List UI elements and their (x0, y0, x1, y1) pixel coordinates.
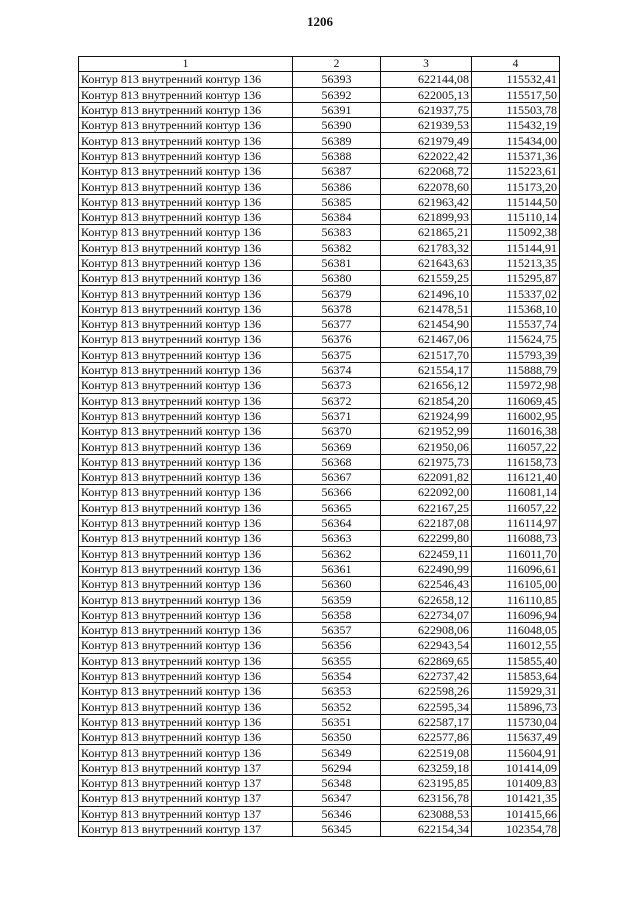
y-coordinate-cell: 115110,14 (472, 209, 560, 224)
x-coordinate-cell: 621467,06 (381, 332, 472, 347)
y-coordinate-cell: 102354,78 (472, 821, 560, 836)
contour-name-cell: Контур 813 внутренний контур 136 (79, 638, 293, 653)
column-header: 4 (472, 57, 560, 72)
table-row (79, 760, 560, 775)
y-coordinate-cell: 116096,61 (472, 561, 560, 576)
table-row (79, 424, 560, 439)
contour-name-cell: Контур 813 внутренний контур 136 (79, 301, 293, 316)
point-number-cell: 56373 (293, 378, 381, 393)
y-coordinate-cell: 116105,00 (472, 577, 560, 592)
y-coordinate-cell: 115434,00 (472, 133, 560, 148)
x-coordinate-cell: 622167,25 (381, 500, 472, 515)
contour-name-cell: Контур 813 внутренний контур 136 (79, 179, 293, 194)
point-number-cell: 56352 (293, 699, 381, 714)
x-coordinate-cell: 621924,99 (381, 408, 472, 423)
contour-name-cell: Контур 813 внутренний контур 136 (79, 102, 293, 117)
table-row (79, 118, 560, 133)
point-number-cell: 56347 (293, 791, 381, 806)
y-coordinate-cell: 115929,31 (472, 684, 560, 699)
point-number-cell: 56376 (293, 332, 381, 347)
table-row (79, 255, 560, 270)
x-coordinate-cell: 621854,20 (381, 393, 472, 408)
point-number-cell: 56362 (293, 546, 381, 561)
contour-name-cell: Контур 813 внутренний контур 136 (79, 408, 293, 423)
y-coordinate-cell: 116110,85 (472, 592, 560, 607)
y-coordinate-cell: 115730,04 (472, 714, 560, 729)
x-coordinate-cell: 623156,78 (381, 791, 472, 806)
point-number-cell: 56387 (293, 164, 381, 179)
point-number-cell: 56375 (293, 347, 381, 362)
x-coordinate-cell: 622869,65 (381, 653, 472, 668)
table-row (79, 730, 560, 745)
x-coordinate-cell: 621963,42 (381, 194, 472, 209)
table-row (79, 561, 560, 576)
point-number-cell: 56386 (293, 179, 381, 194)
y-coordinate-cell: 115295,87 (472, 271, 560, 286)
table-row (79, 454, 560, 469)
point-number-cell: 56393 (293, 72, 381, 87)
point-number-cell: 56345 (293, 821, 381, 836)
table-row (79, 745, 560, 760)
y-coordinate-cell: 115604,91 (472, 745, 560, 760)
point-number-cell: 56294 (293, 760, 381, 775)
table-row (79, 470, 560, 485)
table-row (79, 638, 560, 653)
y-coordinate-cell: 115144,91 (472, 240, 560, 255)
contour-name-cell: Контур 813 внутренний контур 136 (79, 714, 293, 729)
contour-name-cell: Контур 813 внутренний контур 136 (79, 225, 293, 240)
point-number-cell: 56377 (293, 317, 381, 332)
contour-name-cell: Контур 813 внутренний контур 136 (79, 393, 293, 408)
x-coordinate-cell: 621554,17 (381, 362, 472, 377)
x-coordinate-cell: 622598,26 (381, 684, 472, 699)
contour-name-cell: Контур 813 внутренний контур 136 (79, 454, 293, 469)
table-row (79, 485, 560, 500)
point-number-cell: 56388 (293, 148, 381, 163)
x-coordinate-cell: 622587,17 (381, 714, 472, 729)
point-number-cell: 56348 (293, 775, 381, 790)
table-header-row (79, 57, 560, 72)
contour-name-cell: Контур 813 внутренний контур 136 (79, 347, 293, 362)
contour-name-cell: Контур 813 внутренний контур 136 (79, 332, 293, 347)
x-coordinate-cell: 621643,63 (381, 255, 472, 270)
contour-name-cell: Контур 813 внутренний контур 136 (79, 255, 293, 270)
contour-name-cell: Контур 813 внутренний контур 136 (79, 500, 293, 515)
contour-name-cell: Контур 813 внутренний контур 137 (79, 775, 293, 790)
y-coordinate-cell: 115532,41 (472, 72, 560, 87)
x-coordinate-cell: 622546,43 (381, 577, 472, 592)
y-coordinate-cell: 115213,35 (472, 255, 560, 270)
contour-name-cell: Контур 813 внутренний контур 136 (79, 72, 293, 87)
point-number-cell: 56389 (293, 133, 381, 148)
y-coordinate-cell: 115972,98 (472, 378, 560, 393)
x-coordinate-cell: 622005,13 (381, 87, 472, 102)
contour-name-cell: Контур 813 внутренний контур 136 (79, 470, 293, 485)
point-number-cell: 56355 (293, 653, 381, 668)
point-number-cell: 56383 (293, 225, 381, 240)
y-coordinate-cell: 116069,45 (472, 393, 560, 408)
contour-name-cell: Контур 813 внутренний контур 136 (79, 485, 293, 500)
table-row (79, 317, 560, 332)
point-number-cell: 56379 (293, 286, 381, 301)
x-coordinate-cell: 621939,53 (381, 118, 472, 133)
y-coordinate-cell: 115144,50 (472, 194, 560, 209)
table-row (79, 607, 560, 622)
contour-name-cell: Контур 813 внутренний контур 136 (79, 607, 293, 622)
x-coordinate-cell: 621865,21 (381, 225, 472, 240)
table-row (79, 500, 560, 515)
table-row (79, 699, 560, 714)
point-number-cell: 56360 (293, 577, 381, 592)
y-coordinate-cell: 116011,70 (472, 546, 560, 561)
table-row (79, 194, 560, 209)
point-number-cell: 56370 (293, 424, 381, 439)
point-number-cell: 56349 (293, 745, 381, 760)
y-coordinate-cell: 115853,64 (472, 668, 560, 683)
contour-name-cell: Контур 813 внутренний контур 136 (79, 577, 293, 592)
y-coordinate-cell: 116158,73 (472, 454, 560, 469)
contour-name-cell: Контур 813 внутренний контур 137 (79, 760, 293, 775)
table-row (79, 592, 560, 607)
table-row (79, 87, 560, 102)
table-row (79, 668, 560, 683)
table-row (79, 72, 560, 87)
y-coordinate-cell: 116114,97 (472, 515, 560, 530)
table-row (79, 439, 560, 454)
y-coordinate-cell: 116121,40 (472, 470, 560, 485)
x-coordinate-cell: 621454,90 (381, 317, 472, 332)
x-coordinate-cell: 622091,82 (381, 470, 472, 485)
table-row (79, 133, 560, 148)
contour-name-cell: Контур 813 внутренний контур 136 (79, 622, 293, 637)
contour-name-cell: Контур 813 внутренний контур 136 (79, 317, 293, 332)
x-coordinate-cell: 621478,51 (381, 301, 472, 316)
point-number-cell: 56392 (293, 87, 381, 102)
point-number-cell: 56367 (293, 470, 381, 485)
table-row (79, 714, 560, 729)
x-coordinate-cell: 622519,08 (381, 745, 472, 760)
x-coordinate-cell: 622595,34 (381, 699, 472, 714)
contour-name-cell: Контур 813 внутренний контур 136 (79, 592, 293, 607)
contour-name-cell: Контур 813 внутренний контур 136 (79, 684, 293, 699)
table-row (79, 546, 560, 561)
point-number-cell: 56384 (293, 209, 381, 224)
table-row (79, 622, 560, 637)
x-coordinate-cell: 622459,11 (381, 546, 472, 561)
y-coordinate-cell: 115793,39 (472, 347, 560, 362)
table-row (79, 577, 560, 592)
x-coordinate-cell: 621975,73 (381, 454, 472, 469)
x-coordinate-cell: 621517,70 (381, 347, 472, 362)
table-row (79, 684, 560, 699)
y-coordinate-cell: 116016,38 (472, 424, 560, 439)
point-number-cell: 56371 (293, 408, 381, 423)
coordinates-table (78, 56, 560, 837)
table-row (79, 378, 560, 393)
x-coordinate-cell: 621979,49 (381, 133, 472, 148)
table-row (79, 362, 560, 377)
x-coordinate-cell: 621559,25 (381, 271, 472, 286)
point-number-cell: 56358 (293, 607, 381, 622)
point-number-cell: 56364 (293, 515, 381, 530)
point-number-cell: 56365 (293, 500, 381, 515)
point-number-cell: 56385 (293, 194, 381, 209)
y-coordinate-cell: 116057,22 (472, 439, 560, 454)
point-number-cell: 56346 (293, 806, 381, 821)
x-coordinate-cell: 621937,75 (381, 102, 472, 117)
contour-name-cell: Контур 813 внутренний контур 136 (79, 164, 293, 179)
table-row (79, 286, 560, 301)
y-coordinate-cell: 116096,94 (472, 607, 560, 622)
point-number-cell: 56356 (293, 638, 381, 653)
column-header: 3 (381, 57, 472, 72)
contour-name-cell: Контур 813 внутренний контур 136 (79, 362, 293, 377)
y-coordinate-cell: 116088,73 (472, 531, 560, 546)
x-coordinate-cell: 622943,54 (381, 638, 472, 653)
x-coordinate-cell: 622154,34 (381, 821, 472, 836)
y-coordinate-cell: 115371,36 (472, 148, 560, 163)
table-row (79, 209, 560, 224)
contour-name-cell: Контур 813 внутренний контур 136 (79, 730, 293, 745)
x-coordinate-cell: 622078,60 (381, 179, 472, 194)
table-row (79, 653, 560, 668)
contour-name-cell: Контур 813 внутренний контур 136 (79, 118, 293, 133)
point-number-cell: 56359 (293, 592, 381, 607)
y-coordinate-cell: 115637,49 (472, 730, 560, 745)
table-row (79, 240, 560, 255)
y-coordinate-cell: 115896,73 (472, 699, 560, 714)
contour-name-cell: Контур 813 внутренний контур 136 (79, 699, 293, 714)
x-coordinate-cell: 621783,32 (381, 240, 472, 255)
x-coordinate-cell: 621656,12 (381, 378, 472, 393)
y-coordinate-cell: 115517,50 (472, 87, 560, 102)
y-coordinate-cell: 115624,75 (472, 332, 560, 347)
table-row (79, 531, 560, 546)
y-coordinate-cell: 115337,02 (472, 286, 560, 301)
point-number-cell: 56369 (293, 439, 381, 454)
table-row (79, 225, 560, 240)
table-row (79, 775, 560, 790)
contour-name-cell: Контур 813 внутренний контур 136 (79, 209, 293, 224)
y-coordinate-cell: 101409,83 (472, 775, 560, 790)
y-coordinate-cell: 115368,10 (472, 301, 560, 316)
point-number-cell: 56368 (293, 454, 381, 469)
contour-name-cell: Контур 813 внутренний контур 136 (79, 286, 293, 301)
point-number-cell: 56378 (293, 301, 381, 316)
y-coordinate-cell: 116057,22 (472, 500, 560, 515)
x-coordinate-cell: 621496,10 (381, 286, 472, 301)
point-number-cell: 56357 (293, 622, 381, 637)
point-number-cell: 56382 (293, 240, 381, 255)
point-number-cell: 56350 (293, 730, 381, 745)
contour-name-cell: Контур 813 внутренний контур 136 (79, 148, 293, 163)
point-number-cell: 56381 (293, 255, 381, 270)
y-coordinate-cell: 115173,20 (472, 179, 560, 194)
y-coordinate-cell: 115537,74 (472, 317, 560, 332)
x-coordinate-cell: 622068,72 (381, 164, 472, 179)
x-coordinate-cell: 622737,42 (381, 668, 472, 683)
y-coordinate-cell: 115092,38 (472, 225, 560, 240)
point-number-cell: 56380 (293, 271, 381, 286)
x-coordinate-cell: 622187,08 (381, 515, 472, 530)
point-number-cell: 56353 (293, 684, 381, 699)
y-coordinate-cell: 101421,35 (472, 791, 560, 806)
x-coordinate-cell: 622144,08 (381, 72, 472, 87)
x-coordinate-cell: 622299,80 (381, 531, 472, 546)
contour-name-cell: Контур 813 внутренний контур 136 (79, 561, 293, 576)
y-coordinate-cell: 115223,61 (472, 164, 560, 179)
contour-name-cell: Контур 813 внутренний контур 136 (79, 271, 293, 286)
x-coordinate-cell: 621952,99 (381, 424, 472, 439)
contour-name-cell: Контур 813 внутренний контур 136 (79, 653, 293, 668)
point-number-cell: 56361 (293, 561, 381, 576)
y-coordinate-cell: 115432,19 (472, 118, 560, 133)
x-coordinate-cell: 622658,12 (381, 592, 472, 607)
table-row (79, 791, 560, 806)
contour-name-cell: Контур 813 внутренний контур 136 (79, 378, 293, 393)
table-row (79, 821, 560, 836)
contour-name-cell: Контур 813 внутренний контур 136 (79, 668, 293, 683)
table-row (79, 164, 560, 179)
table-row (79, 102, 560, 117)
contour-name-cell: Контур 813 внутренний контур 136 (79, 745, 293, 760)
x-coordinate-cell: 622490,99 (381, 561, 472, 576)
table-row (79, 332, 560, 347)
x-coordinate-cell: 622734,07 (381, 607, 472, 622)
table-row (79, 271, 560, 286)
y-coordinate-cell: 115503,78 (472, 102, 560, 117)
column-header: 1 (79, 57, 293, 72)
y-coordinate-cell: 101414,09 (472, 760, 560, 775)
x-coordinate-cell: 621899,93 (381, 209, 472, 224)
point-number-cell: 56372 (293, 393, 381, 408)
point-number-cell: 56366 (293, 485, 381, 500)
table-row (79, 301, 560, 316)
x-coordinate-cell: 623259,18 (381, 760, 472, 775)
y-coordinate-cell: 116048,05 (472, 622, 560, 637)
x-coordinate-cell: 622092,00 (381, 485, 472, 500)
contour-name-cell: Контур 813 внутренний контур 136 (79, 133, 293, 148)
x-coordinate-cell: 623195,85 (381, 775, 472, 790)
y-coordinate-cell: 101415,66 (472, 806, 560, 821)
contour-name-cell: Контур 813 внутренний контур 136 (79, 240, 293, 255)
table-row (79, 179, 560, 194)
y-coordinate-cell: 116012,55 (472, 638, 560, 653)
column-header: 2 (293, 57, 381, 72)
y-coordinate-cell: 115855,40 (472, 653, 560, 668)
contour-name-cell: Контур 813 внутренний контур 137 (79, 806, 293, 821)
point-number-cell: 56390 (293, 118, 381, 133)
x-coordinate-cell: 623088,53 (381, 806, 472, 821)
point-number-cell: 56351 (293, 714, 381, 729)
x-coordinate-cell: 622022,42 (381, 148, 472, 163)
point-number-cell: 56374 (293, 362, 381, 377)
contour-name-cell: Контур 813 внутренний контур 136 (79, 194, 293, 209)
contour-name-cell: Контур 813 внутренний контур 136 (79, 439, 293, 454)
x-coordinate-cell: 621950,06 (381, 439, 472, 454)
contour-name-cell: Контур 813 внутренний контур 136 (79, 87, 293, 102)
table-row (79, 408, 560, 423)
x-coordinate-cell: 622577,86 (381, 730, 472, 745)
table-row (79, 347, 560, 362)
y-coordinate-cell: 116081,14 (472, 485, 560, 500)
contour-name-cell: Контур 813 внутренний контур 136 (79, 531, 293, 546)
contour-name-cell: Контур 813 внутренний контур 136 (79, 515, 293, 530)
table-row (79, 806, 560, 821)
point-number-cell: 56391 (293, 102, 381, 117)
table-row (79, 393, 560, 408)
point-number-cell: 56354 (293, 668, 381, 683)
page-number: 1206 (307, 14, 333, 29)
table-row (79, 515, 560, 530)
x-coordinate-cell: 622908,06 (381, 622, 472, 637)
y-coordinate-cell: 116002,95 (472, 408, 560, 423)
y-coordinate-cell: 115888,79 (472, 362, 560, 377)
contour-name-cell: Контур 813 внутренний контур 136 (79, 546, 293, 561)
contour-name-cell: Контур 813 внутренний контур 136 (79, 424, 293, 439)
contour-name-cell: Контур 813 внутренний контур 137 (79, 821, 293, 836)
contour-name-cell: Контур 813 внутренний контур 137 (79, 791, 293, 806)
point-number-cell: 56363 (293, 531, 381, 546)
table-row (79, 148, 560, 163)
table-body (79, 72, 560, 837)
